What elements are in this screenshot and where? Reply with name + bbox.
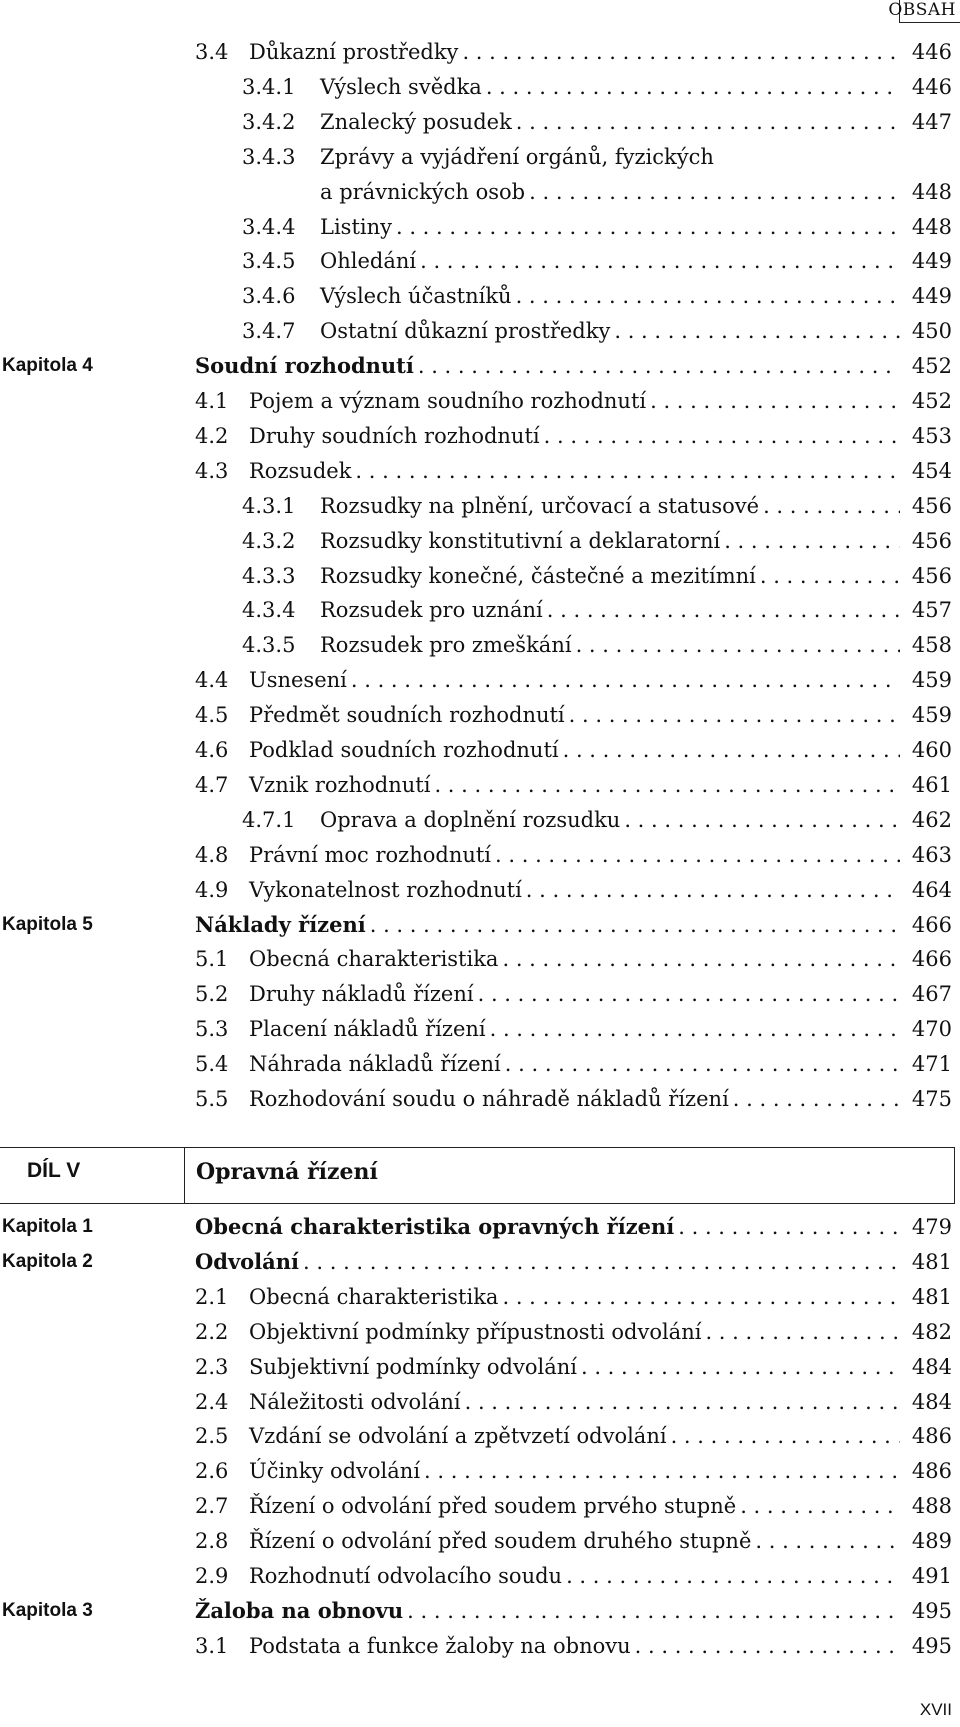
toc-entry[interactable]: [0, 1594, 960, 1628]
section-number: 4.7.1: [242, 807, 296, 832]
page-ref: 495: [911, 1633, 952, 1658]
chapter-label: Kapitola 3: [2, 1599, 93, 1621]
section-number: 3.4: [195, 40, 229, 64]
toc-entry[interactable]: [0, 1524, 960, 1558]
dot-leader: [544, 419, 900, 453]
section-number: 4.6: [195, 738, 229, 762]
running-header: [888, 0, 960, 23]
dot-leader: [424, 1454, 900, 1488]
page-ref: 486: [911, 1424, 952, 1449]
toc-entry[interactable]: [0, 803, 960, 837]
section-number: 5.3: [195, 1017, 229, 1042]
page-ref: 479: [911, 1215, 952, 1239]
part-divider: [184, 1147, 185, 1203]
toc-entry[interactable]: [0, 942, 960, 976]
dot-leader: [763, 489, 900, 523]
entry-title: Rozsudky konečné, částečné a mezitímní: [320, 563, 756, 588]
page-ref: 461: [911, 772, 952, 797]
toc-entry[interactable]: [0, 593, 960, 627]
toc-entry[interactable]: [0, 838, 960, 872]
toc-entry[interactable]: [0, 419, 960, 453]
section-number: 5.5: [195, 1087, 229, 1111]
page-ref: 453: [911, 423, 952, 448]
entry-title: Řízení o odvolání před soudem druhého stupně: [249, 1529, 752, 1554]
entry-title: Žaloba na obnovu: [195, 1597, 404, 1623]
toc-entry[interactable]: [0, 559, 960, 593]
section-number: 4.8: [195, 842, 229, 867]
toc-entry[interactable]: [0, 873, 960, 907]
toc-entry[interactable]: [0, 1082, 960, 1116]
toc-entry[interactable]: [0, 977, 960, 1011]
page-ref: 488: [911, 1494, 952, 1519]
section-number: 2.2: [195, 1319, 229, 1344]
entry-title: Znalecký posudek: [320, 109, 512, 134]
page-ref: 481: [911, 1249, 952, 1274]
section-number: 5.4: [195, 1052, 229, 1077]
toc-entry[interactable]: [0, 349, 960, 383]
toc-entry[interactable]: [0, 454, 960, 488]
toc-entry[interactable]: [0, 70, 960, 104]
page-ref: 475: [911, 1087, 952, 1111]
entry-title: Rozhodování soudu o náhradě nákladů řízení: [249, 1087, 729, 1111]
dot-leader: [502, 1280, 900, 1314]
dot-leader: [576, 628, 900, 662]
toc-entry[interactable]: [0, 384, 960, 418]
page-ref: 484: [911, 1354, 952, 1379]
section-number: 2.5: [195, 1424, 229, 1449]
entry-title: Vzdání se odvolání a zpětvzetí odvolání: [249, 1424, 667, 1449]
toc-entry[interactable]: [0, 628, 960, 662]
page-ref: 459: [911, 668, 952, 693]
entry-title: Odvolání: [195, 1248, 300, 1274]
entry-title: Vznik rozhodnutí: [249, 772, 431, 797]
page-ref: 486: [911, 1459, 952, 1484]
section-number: 2.6: [195, 1459, 229, 1484]
page-ref: 456: [911, 528, 952, 553]
dot-leader: [740, 1489, 900, 1523]
entry-title: Ohledání: [320, 249, 417, 274]
dot-leader: [760, 559, 900, 593]
dot-leader: [502, 942, 900, 976]
toc-entry[interactable]: [0, 35, 960, 69]
section-number: 3.4.3: [242, 144, 296, 169]
page-ref: 446: [911, 74, 952, 99]
page-ref: 450: [911, 319, 952, 344]
entry-title: Usnesení: [249, 668, 347, 693]
dot-leader: [434, 768, 900, 802]
toc-entry[interactable]: [0, 244, 960, 278]
entry-title: Řízení o odvolání před soudem prvého stupně: [249, 1494, 737, 1519]
dot-leader: [547, 593, 900, 627]
dot-leader: [462, 35, 900, 69]
dot-leader: [355, 454, 900, 488]
page-ref: 467: [911, 982, 952, 1007]
dot-leader: [516, 105, 900, 139]
section-number: 4.3: [195, 458, 229, 483]
entry-title: Rozsudky na plnění, určovací a statusové: [320, 493, 760, 518]
toc-entry[interactable]: [0, 1559, 960, 1593]
toc-entry[interactable]: [0, 1385, 960, 1419]
part-title: Opravná řízení: [196, 1159, 378, 1185]
dot-leader: [486, 70, 900, 104]
section-number: 3.4.1: [242, 74, 296, 99]
dot-leader: [581, 1350, 900, 1384]
entry-title: Ostatní důkazní prostředky: [320, 319, 611, 344]
section-number: 2.3: [195, 1354, 229, 1379]
section-number: 2.8: [195, 1529, 229, 1554]
dot-leader: [566, 1559, 900, 1593]
dot-leader: [635, 1629, 900, 1663]
toc-entry[interactable]: [0, 1210, 960, 1244]
entry-title: Obecná charakteristika: [249, 1284, 499, 1309]
section-number: 4.3.4: [242, 598, 296, 623]
dot-leader: [516, 279, 900, 313]
page-ref: 452: [911, 354, 952, 379]
chapter-label: Kapitola 2: [2, 1250, 93, 1272]
page-ref: 464: [911, 877, 952, 902]
dot-leader: [420, 244, 900, 278]
toc-entry[interactable]: [0, 1315, 960, 1349]
section-number: 2.1: [195, 1284, 229, 1309]
entry-title: Rozsudek: [249, 458, 352, 483]
dot-leader: [650, 384, 900, 418]
entry-title: Rozsudky konstitutivní a deklaratorní: [320, 528, 721, 553]
page-ref: [900, 140, 960, 174]
section-number: 3.1: [195, 1633, 229, 1658]
toc-entry[interactable]: [0, 1280, 960, 1314]
dot-leader: [671, 1419, 900, 1453]
dot-leader: [614, 314, 900, 348]
entry-title: Důkazní prostředky: [249, 40, 459, 64]
part-label: DÍL V: [27, 1159, 81, 1182]
page-ref: 489: [911, 1529, 952, 1554]
toc-entry[interactable]: [0, 140, 960, 174]
toc-entry[interactable]: [0, 663, 960, 697]
entry-title: Obecná charakteristika opravných řízení: [195, 1214, 675, 1239]
entry-title: Předmět soudních rozhodnutí: [249, 703, 565, 728]
section-number: 4.2: [195, 423, 229, 448]
dot-leader: [563, 733, 900, 767]
toc-entry[interactable]: [0, 1489, 960, 1523]
section-number: 3.4.6: [242, 284, 296, 309]
page-ref: 495: [911, 1598, 952, 1623]
page-ref: 454: [911, 458, 952, 483]
toc-entry[interactable]: [0, 768, 960, 802]
dot-leader: [678, 1210, 900, 1244]
entry-title: Placení nákladů řízení: [249, 1017, 486, 1042]
toc-entry[interactable]: [0, 698, 960, 732]
section-number: 3.4.5: [242, 249, 296, 274]
section-number: 4.3.1: [242, 493, 296, 518]
page-ref: 447: [911, 109, 952, 134]
entry-title: Druhy nákladů řízení: [249, 982, 474, 1007]
dot-leader: [529, 175, 900, 209]
section-number: 2.9: [195, 1564, 229, 1588]
section-number: 4.3.2: [242, 528, 296, 553]
entry-title: Náhrada nákladů řízení: [249, 1052, 501, 1077]
toc-entry[interactable]: [0, 1629, 960, 1663]
section-number: 5.2: [195, 982, 229, 1007]
dot-leader: [705, 1315, 900, 1349]
entry-title: Podstata a funkce žaloby na obnovu: [249, 1633, 631, 1658]
chapter-label: Kapitola 4: [2, 355, 93, 377]
entry-title: Rozsudek pro zmeškání: [320, 633, 572, 658]
page-ref: 456: [911, 493, 952, 518]
page-ref: 457: [911, 598, 952, 623]
page-ref: 466: [911, 947, 952, 972]
page-ref: 449: [911, 284, 952, 309]
page-ref: 470: [911, 1017, 952, 1042]
section-number: 4.1: [195, 389, 229, 413]
entry-title: Podklad soudních rozhodnutí: [249, 738, 559, 762]
dot-leader: [407, 1594, 900, 1628]
header-label: OBSAH: [888, 0, 956, 20]
page-ref: 484: [911, 1389, 952, 1414]
page-ref: 458: [911, 633, 952, 658]
section-number: 4.3.3: [242, 563, 296, 588]
toc-entry[interactable]: [0, 175, 960, 209]
dot-leader: [733, 1082, 900, 1116]
section-number: 4.3.5: [242, 633, 296, 658]
entry-title: Listiny: [320, 214, 392, 239]
dot-leader: [495, 838, 900, 872]
toc-entry[interactable]: [0, 1419, 960, 1453]
section-number: 2.4: [195, 1389, 229, 1414]
dot-leader: [465, 1385, 900, 1419]
entry-title: Objektivní podmínky přípustnosti odvolání: [249, 1319, 702, 1344]
dot-leader: [370, 908, 900, 942]
part-box: [0, 1147, 955, 1204]
page-ref: 449: [911, 249, 952, 274]
dot-leader: [755, 1524, 900, 1558]
dot-leader: [724, 524, 900, 558]
section-number: 3.4.2: [242, 109, 296, 134]
entry-title: Náležitosti odvolání: [249, 1389, 461, 1414]
toc-entry[interactable]: [0, 1454, 960, 1488]
entry-title: Rozhodnutí odvolacího soudu: [249, 1564, 563, 1588]
section-number: 5.1: [195, 947, 229, 972]
toc-entry[interactable]: [0, 1047, 960, 1081]
chapter-label: Kapitola 1: [2, 1216, 93, 1237]
page-ref: 463: [911, 842, 952, 867]
toc-entry[interactable]: [0, 279, 960, 313]
toc-entry[interactable]: [0, 105, 960, 139]
page-ref: 466: [911, 912, 952, 937]
page-ref: 491: [911, 1564, 952, 1588]
dot-leader: [418, 349, 900, 383]
page-ref: 460: [911, 738, 952, 762]
entry-title: Právní moc rozhodnutí: [249, 842, 492, 867]
toc-entry[interactable]: [0, 1245, 960, 1279]
entry-title: Soudní rozhodnutí: [195, 353, 414, 379]
entry-title: Rozsudek pro uznání: [320, 598, 543, 623]
dot-leader: [569, 698, 900, 732]
entry-title: Obecná charakteristika: [249, 947, 499, 972]
dot-leader: [526, 873, 900, 907]
entry-title: Výslech účastníků: [320, 284, 512, 309]
dot-leader: [624, 803, 900, 837]
entry-title: Výslech svědka: [320, 74, 482, 99]
page-ref: 481: [911, 1284, 952, 1309]
dot-leader: [351, 663, 900, 697]
toc-entry[interactable]: [0, 524, 960, 558]
section-number: 4.5: [195, 703, 229, 728]
dot-leader: [396, 210, 900, 244]
toc-entry[interactable]: [0, 489, 960, 523]
dot-leader: [490, 1012, 900, 1046]
page-ref: 448: [911, 214, 952, 239]
page-ref: 462: [911, 807, 952, 832]
section-number: 2.7: [195, 1494, 229, 1519]
section-number: 3.4.7: [242, 319, 296, 344]
dot-leader: [505, 1047, 900, 1081]
section-number: 3.4.4: [242, 214, 296, 239]
entry-title: Pojem a význam soudního rozhodnutí: [249, 389, 647, 413]
entry-title: Účinky odvolání: [249, 1459, 421, 1484]
page-ref: 482: [911, 1319, 952, 1344]
page-ref: 459: [911, 703, 952, 728]
page-ref: 446: [911, 40, 952, 64]
entry-title: Oprava a doplnění rozsudku: [320, 807, 621, 832]
entry-title: Zprávy a vyjádření orgánů, fyzických: [320, 144, 714, 169]
page-ref: 456: [911, 563, 952, 588]
page-ref: 471: [911, 1052, 952, 1077]
section-number: 4.4: [195, 668, 229, 693]
page-ref: 448: [911, 179, 952, 204]
entry-title: Vykonatelnost rozhodnutí: [249, 877, 522, 902]
toc-entry[interactable]: [0, 1012, 960, 1046]
toc-entry[interactable]: [0, 1350, 960, 1384]
page-number: XVII: [919, 1700, 952, 1719]
dot-leader: [303, 1245, 900, 1279]
toc-entry[interactable]: [0, 210, 960, 244]
toc-entry[interactable]: [0, 733, 960, 767]
page-ref: 452: [911, 389, 952, 413]
section-number: 4.7: [195, 772, 229, 797]
entry-title: Subjektivní podmínky odvolání: [249, 1354, 577, 1379]
dot-leader: [478, 977, 900, 1011]
entry-title: a právnických osob: [320, 179, 526, 204]
section-number: 4.9: [195, 877, 229, 902]
toc-entry[interactable]: [0, 314, 960, 348]
toc-entry[interactable]: [0, 908, 960, 942]
entry-title: Náklady řízení: [195, 911, 366, 937]
entry-title: Druhy soudních rozhodnutí: [249, 423, 540, 448]
chapter-label: Kapitola 5: [2, 913, 93, 935]
